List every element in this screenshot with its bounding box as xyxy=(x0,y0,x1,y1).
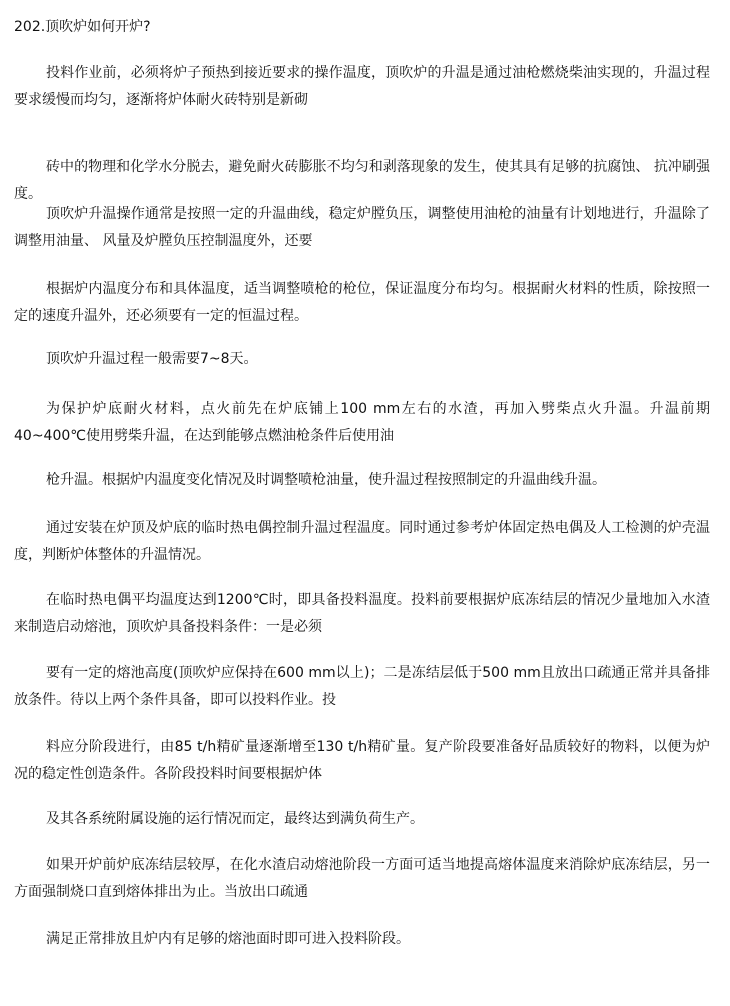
paragraph-10: 要有一定的熔池高度(顶吹炉应保持在600 mm以上)；二是冻结层低于500 mm且放出口疏通正常并具备排放条件。待以上两个条件具备，即可以投料作业。投 xyxy=(14,665,710,708)
paragraph-12: 及其各系统附属设施的运行情况而定，最终达到满负荷生产。 xyxy=(46,811,424,827)
paragraph-8: 通过安装在炉顶及炉底的临时热电偶控制升温过程温度。同时通过参考炉体固定热电偶及人工检测的炉壳温度，判断炉体整体的升温情况。 xyxy=(14,520,710,563)
paragraph-14: 满足正常排放且炉内有足够的熔池面时即可进入投料阶段。 xyxy=(46,931,410,947)
paragraph-3: 顶吹炉升温操作通常是按照一定的升温曲线，稳定炉膛负压，调整使用油枪的油量有计划地进行，升温除了调整用油量、 风量及炉膛负压控制温度外，还要 xyxy=(14,206,710,249)
paragraph-2: 砖中的物理和化学水分脱去，避免耐火砖膨胀不均匀和剥落现象的发生，使其具有足够的抗腐蚀、 抗冲刷强度。 xyxy=(14,159,710,202)
paragraph-4: 根据炉内温度分布和具体温度，适当调整喷枪的枪位，保证温度分布均匀。根据耐火材料的性质，除按照一定的速度升温外，还必须要有一定的恒温过程。 xyxy=(14,281,710,324)
paragraph-9: 在临时热电偶平均温度达到1200℃时，即具备投料温度。投料前要根据炉底冻结层的情况少量地加入水渣来制造启动熔池，顶吹炉具备投料条件：一是必须 xyxy=(14,592,710,635)
paragraph-5: 顶吹炉升温过程一般需要7~8天。 xyxy=(46,351,258,367)
section-title: 202.顶吹炉如何开炉? xyxy=(14,19,151,35)
paragraph-7: 枪升温。根据炉内温度变化情况及时调整喷枪油量，使升温过程按照制定的升温曲线升温。 xyxy=(46,472,606,488)
paragraph-11: 料应分阶段进行，由85 t/h精矿量逐渐增至130 t/h精矿量。复产阶段要准备好品质较好的物料，以便为炉况的稳定性创造条件。各阶段投料时间要根据炉体 xyxy=(14,739,710,782)
paragraph-13: 如果开炉前炉底冻结层较厚，在化水渣启动熔池阶段一方面可适当地提高熔体温度来消除炉底冻结层，另一方面强制烧口直到熔体排出为止。当放出口疏通 xyxy=(14,857,710,900)
paragraph-6: 为保护炉底耐火材料，点火前先在炉底铺上100 mm左右的水渣，再加入劈柴点火升温。升温前期40~400℃使用劈柴升温，在达到能够点燃油枪条件后使用油 xyxy=(14,401,710,444)
paragraph-1: 投料作业前，必须将炉子预热到接近要求的操作温度，顶吹炉的升温是通过油枪燃烧柴油实现的，升温过程要求缓慢而均匀，逐渐将炉体耐火砖特别是新砌 xyxy=(14,65,710,108)
